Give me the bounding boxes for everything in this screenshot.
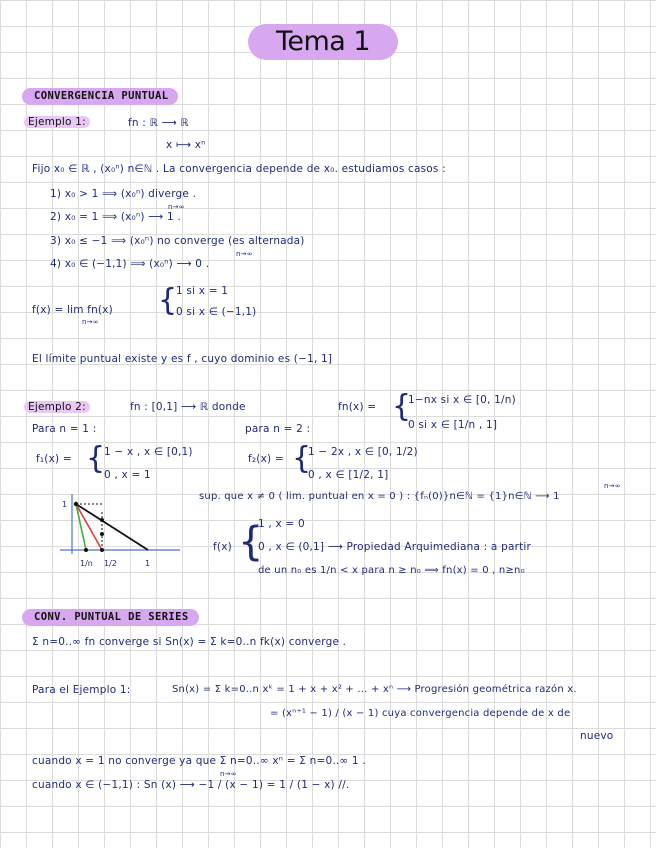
fx-row-2: 0 , x ∈ (0,1] ⟶ Propiedad Arquimediana : a partir (258, 541, 532, 553)
case-3: 3) x₀ ≤ −1 ⟹ (x₀ⁿ) no converge (es alternada) (50, 235, 305, 247)
f2-left: f₂(x) = (248, 453, 284, 465)
fx-row-3: de un n₀ es 1/n < x para n ≥ n₀ ⟹ fn(x) = 0 , n≥n₀ (258, 565, 525, 576)
case-4: 4) x₀ ∈ (−1,1) ⟹ (x₀ⁿ) ⟶ 0 . (50, 258, 210, 270)
f1-left: f₁(x) = (36, 453, 72, 465)
example-1-fijo-text: Fijo x₀ ∈ ℝ , (x₀ⁿ) n∈ℕ . La convergencia depende de x₀. estudiamos casos : (32, 163, 446, 175)
case-2-arrow-label: n→∞ (168, 203, 185, 211)
example-2-fn-brace: { (392, 389, 412, 424)
graph-x-tick-half: 1/2 (104, 559, 117, 568)
case-1: 1) x₀ > 1 ⟹ (x₀ⁿ) diverge . (50, 188, 197, 200)
case-2: 2) x₀ = 1 ⟹ (x₀ⁿ) ⟶ 1 . (50, 211, 181, 223)
section-heading-conv-puntual-series: CONV. PUNTUAL DE SERIES (22, 609, 199, 626)
sup-arrow-label: n→∞ (604, 482, 621, 490)
example-2-label: Ejemplo 2: (24, 401, 90, 413)
f1-brace: { (86, 441, 106, 476)
sup-text: sup. que x ≠ 0 ( lim. puntual en x = 0 ) : {fₙ(0)}n∈ℕ = {1}n∈ℕ ⟶ 1 (199, 491, 560, 502)
example-1-conclusion: El límite puntual existe y es f , cuyo dominio es (−1, 1] (32, 353, 333, 365)
example-2-fn-row-1: 1−nx si x ∈ [0, 1/n) (408, 394, 516, 406)
pointwise-graph (56, 490, 186, 572)
f1-row-2: 0 , x = 1 (104, 469, 151, 481)
example-2-fn-row-2: 0 si x ∈ [1/n , 1] (408, 419, 498, 431)
section-heading-convergencia-puntual: CONVERGENCIA PUNTUAL (22, 88, 178, 105)
example-2-fn-left: fn(x) = (338, 401, 377, 413)
graph-point-mid (100, 518, 104, 522)
series-definition: Σ n=0..∞ fn converge si Sn(x) = Σ k=0..n fk(x) converge . (32, 636, 347, 648)
example-1-label: Ejemplo 1: (24, 116, 90, 128)
limit-brace: { (158, 283, 178, 318)
example-2-map: fn : [0,1] ⟶ ℝ donde (130, 401, 246, 413)
limit-function-left: f(x) = lim fn(x) (32, 304, 113, 316)
example-1-map-domain: fn : ℝ ⟶ ℝ (128, 117, 189, 129)
graph-point-half (100, 548, 104, 552)
fx-brace: { (238, 519, 264, 565)
example-1-map-rule: x ⟼ xⁿ (166, 139, 206, 151)
graph-x-tick-1n: 1/n (80, 559, 93, 568)
graph-line-f1 (76, 504, 148, 550)
limit-row-2: 0 si x ∈ (−1,1) (176, 306, 257, 318)
graph-point-1n (84, 548, 88, 552)
limit-row-1: 1 si x = 1 (176, 285, 229, 297)
f2-brace: { (292, 441, 312, 476)
para-n2: para n = 2 : (245, 423, 311, 435)
graph-point-low (100, 532, 104, 536)
graph-line-fn (76, 504, 86, 550)
example-2-block (24, 401, 90, 413)
graph-point-top (74, 502, 78, 506)
series-nuevo: nuevo (580, 730, 614, 742)
series-example-label: Para el Ejemplo 1: (32, 684, 131, 696)
case-4-arrow-label: n→∞ (236, 250, 253, 258)
series-sn: Sn(x) = Σ k=0..n xᵏ = 1 + x + x² + … + xⁿ ⟶ Progresión geométrica razón x. (172, 684, 577, 695)
series-cuando-2-arrow-label: n→∞ (220, 770, 237, 778)
f1-row-1: 1 − x , x ∈ [0,1) (104, 446, 193, 458)
example-1-block (24, 116, 90, 128)
series-cuando-1: cuando x = 1 no converge ya que Σ n=0..∞ xⁿ = Σ n=0..∞ 1 . (32, 755, 366, 767)
graph-line-f2 (76, 504, 102, 550)
f2-row-1: 1 − 2x , x ∈ [0, 1/2) (308, 446, 418, 458)
fx-left: f(x) (213, 541, 232, 553)
graph-y-tick-1: 1 (62, 500, 68, 509)
f2-row-2: 0 , x ∈ [1/2, 1] (308, 469, 389, 481)
series-sn-closed-form: = (xⁿ⁺¹ − 1) / (x − 1) cuya convergencia depende de x de (270, 708, 571, 719)
para-n1: Para n = 1 : (32, 423, 97, 435)
graph-x-tick-1: 1 (145, 559, 151, 568)
limit-subscript: n→∞ (82, 318, 99, 326)
fx-row-1: 1 , x = 0 (258, 518, 305, 530)
page-title: Tema 1 (248, 24, 398, 60)
series-cuando-2: cuando x ∈ (−1,1) : Sn (x) ⟶ −1 / (x − 1) = 1 / (1 − x) //. (32, 779, 350, 791)
